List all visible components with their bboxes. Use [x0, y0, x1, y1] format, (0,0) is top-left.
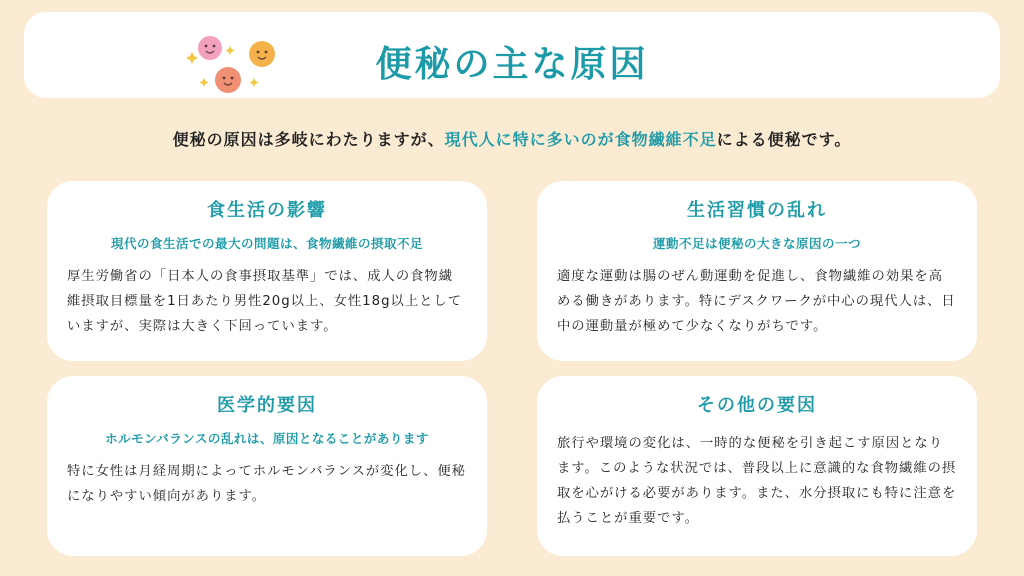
card-subtitle: 運動不足は便秘の大きな原因の一つ [652, 236, 861, 251]
card-body: 特に女性は月経周期によってホルモンバランスが変化し、便秘になりやすい傾向があります。 [67, 464, 466, 504]
card-title: 食生活の影響 [207, 200, 327, 221]
page-title: 便秘の主な原因 [375, 43, 649, 85]
cause-card-diet [47, 181, 487, 361]
intro-highlight: 現代人に特に多いのが食物繊維不足 [444, 130, 717, 149]
cause-card-lifestyle [537, 181, 977, 361]
card-body: 旅行や環境の変化は、一時的な便秘を引き起こす原因となります。このような状況では、普段以上に意識的な食物繊維の摂取を心がける必要があります。また、水分摂取にも特に注意を払うことが重要です。 [557, 436, 957, 526]
intro-text-after: による便秘です。 [716, 130, 852, 149]
card-subtitle: ホルモンバランスの乱れは、原因となることがあります [105, 431, 429, 446]
card-body: 厚生労働省の「日本人の食事摂取基準」では、成人の食物繊維摂取目標量を1日あたり男性20g以上、女性18g以上としていますが、実際は大きく下回っています。 [67, 269, 463, 334]
intro-text [0, 127, 1024, 150]
cause-card-other [537, 376, 977, 556]
card-title: 生活習慣の乱れ [687, 200, 827, 221]
card-subtitle: 現代の食生活での最大の問題は、食物繊維の摂取不足 [110, 236, 423, 251]
cause-card-medical [47, 376, 487, 556]
intro-text-before: 便秘の原因は多岐にわたりますが、 [172, 130, 445, 149]
card-title: その他の要因 [697, 395, 817, 416]
header-banner [24, 12, 1000, 98]
card-body: 適度な運動は腸のぜん動運動を促進し、食物繊維の効果を高める働きがあります。特にデスクワークが中心の現代人は、日中の運動量が極めて少なくなりがちです。 [557, 269, 956, 334]
card-title: 医学的要因 [217, 395, 317, 416]
